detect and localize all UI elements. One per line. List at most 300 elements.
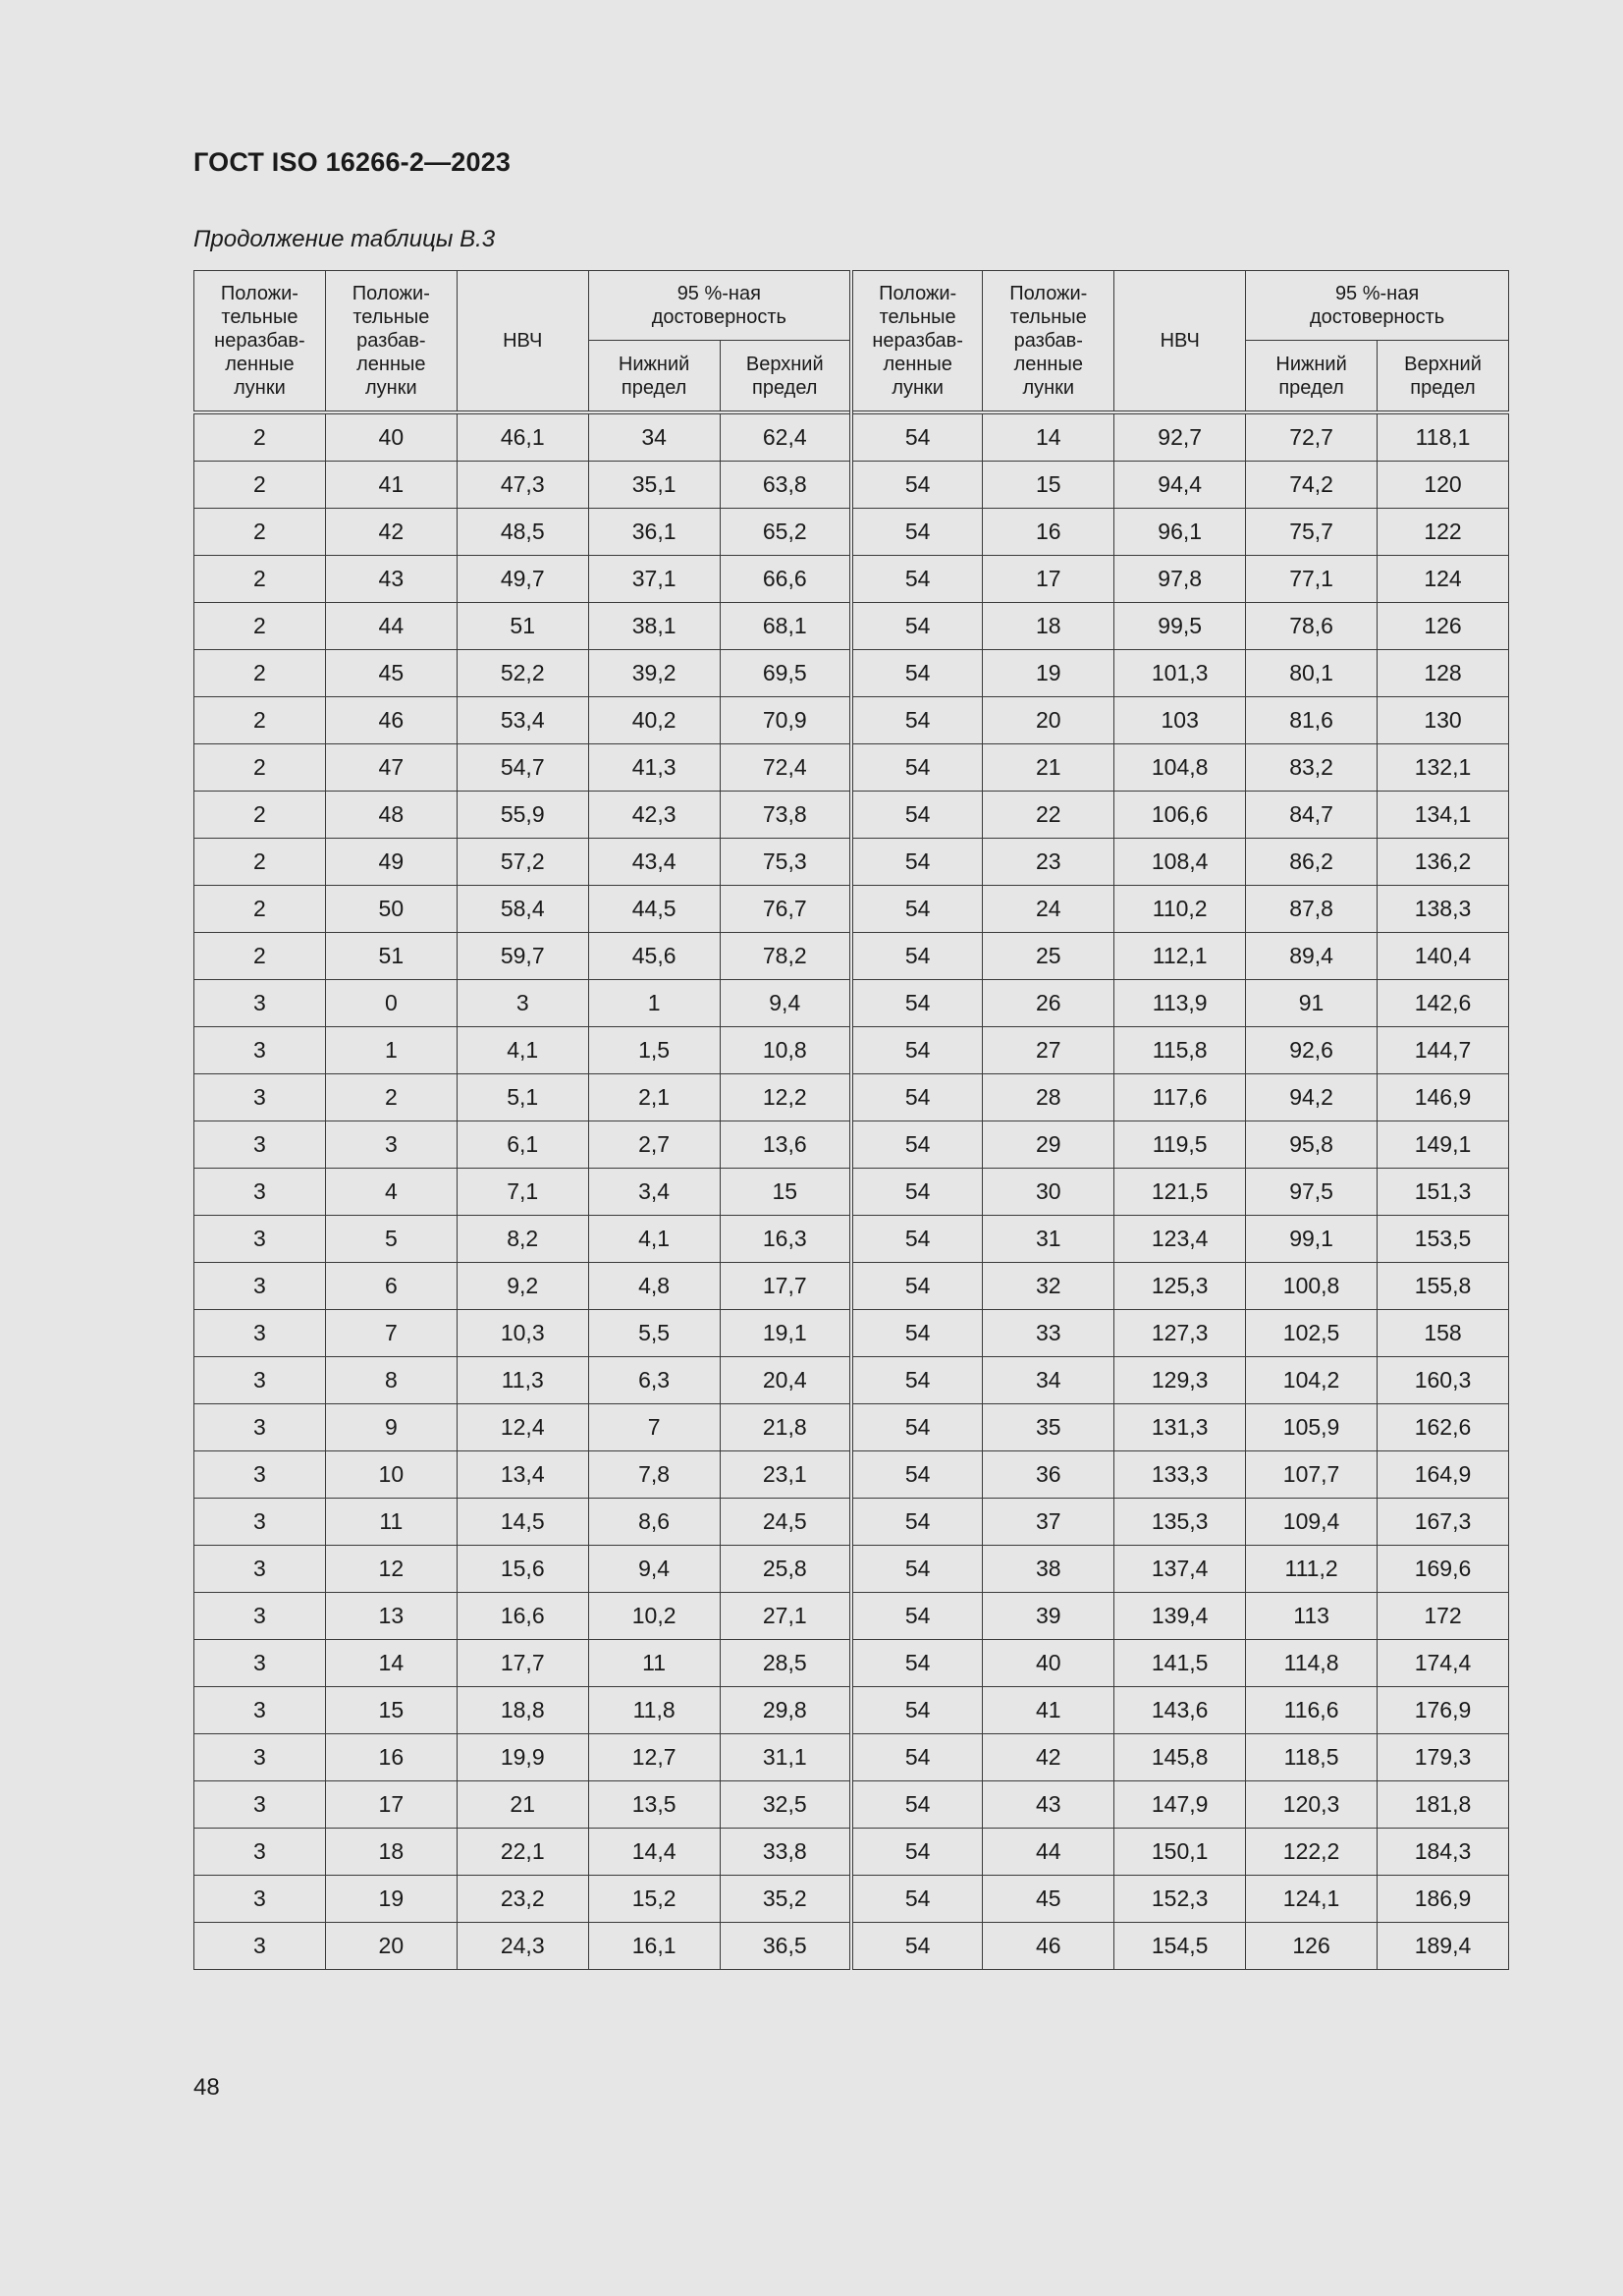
table-cell: 54 (851, 509, 983, 556)
table-cell: 104,2 (1246, 1357, 1378, 1404)
header-lower-limit: Нижний предел (588, 341, 720, 413)
table-cell: 54 (851, 839, 983, 886)
header-upper-limit: Верхний предел (720, 341, 851, 413)
table-cell: 94,2 (1246, 1074, 1378, 1121)
table-cell: 0 (325, 980, 457, 1027)
table-cell: 54 (851, 1169, 983, 1216)
table-cell: 76,7 (720, 886, 851, 933)
page-number: 48 (193, 2074, 220, 2101)
table-cell: 11 (325, 1499, 457, 1546)
table-row (194, 1451, 1509, 1499)
table-caption: Продолжение таблицы В.3 (193, 226, 496, 252)
table-cell: 1 (325, 1027, 457, 1074)
table-cell: 3 (194, 1074, 326, 1121)
table-cell: 136,2 (1378, 839, 1509, 886)
table-cell: 19,9 (457, 1734, 588, 1781)
table-cell: 89,4 (1246, 933, 1378, 980)
table-cell: 102,5 (1246, 1310, 1378, 1357)
table-cell: 99,5 (1114, 603, 1246, 650)
table-cell: 44 (983, 1829, 1114, 1876)
table-cell: 33 (983, 1310, 1114, 1357)
table-cell: 96,1 (1114, 509, 1246, 556)
table-cell: 54 (851, 1923, 983, 1970)
table-row (194, 1310, 1509, 1357)
table-cell: 9,4 (588, 1546, 720, 1593)
table-cell: 32 (983, 1263, 1114, 1310)
table-cell: 13,6 (720, 1121, 851, 1169)
table-cell: 66,6 (720, 556, 851, 603)
table-cell: 54 (851, 1357, 983, 1404)
table-row (194, 1169, 1509, 1216)
table-cell: 2,1 (588, 1074, 720, 1121)
table-cell: 6,1 (457, 1121, 588, 1169)
table-cell: 3 (194, 1404, 326, 1451)
table-cell: 80,1 (1246, 650, 1378, 697)
table-cell: 3 (194, 1640, 326, 1687)
table-cell: 21 (457, 1781, 588, 1829)
table-cell: 54 (851, 556, 983, 603)
table-cell: 123,4 (1114, 1216, 1246, 1263)
table-cell: 13 (325, 1593, 457, 1640)
table-cell: 146,9 (1378, 1074, 1509, 1121)
table-cell: 15 (325, 1687, 457, 1734)
table-cell: 32,5 (720, 1781, 851, 1829)
table-row (194, 650, 1509, 697)
table-cell: 27 (983, 1027, 1114, 1074)
table-cell: 91 (1246, 980, 1378, 1027)
table-cell: 3 (194, 1263, 326, 1310)
table-cell: 2 (325, 1074, 457, 1121)
table-cell: 154,5 (1114, 1923, 1246, 1970)
table-cell: 160,3 (1378, 1357, 1509, 1404)
table-cell: 92,7 (1114, 412, 1246, 462)
table-cell: 50 (325, 886, 457, 933)
table-cell: 25,8 (720, 1546, 851, 1593)
table-cell: 137,4 (1114, 1546, 1246, 1593)
table-cell: 63,8 (720, 462, 851, 509)
table-cell: 106,6 (1114, 792, 1246, 839)
table-cell: 19 (983, 650, 1114, 697)
table-cell: 2 (194, 886, 326, 933)
table-cell: 15 (720, 1169, 851, 1216)
table-cell: 2 (194, 697, 326, 744)
table-cell: 43 (325, 556, 457, 603)
table-cell: 39 (983, 1593, 1114, 1640)
table-cell: 115,8 (1114, 1027, 1246, 1074)
table-cell: 8,6 (588, 1499, 720, 1546)
table-row (194, 1263, 1509, 1310)
table-cell: 17 (325, 1781, 457, 1829)
table-cell: 49,7 (457, 556, 588, 603)
table-cell: 186,9 (1378, 1876, 1509, 1923)
table-cell: 164,9 (1378, 1451, 1509, 1499)
table-cell: 42 (983, 1734, 1114, 1781)
table-cell: 48,5 (457, 509, 588, 556)
table-cell: 128 (1378, 650, 1509, 697)
table-cell: 48 (325, 792, 457, 839)
table-cell: 167,3 (1378, 1499, 1509, 1546)
table-cell: 121,5 (1114, 1169, 1246, 1216)
table-cell: 29,8 (720, 1687, 851, 1734)
table-cell: 54 (851, 1781, 983, 1829)
table-cell: 2 (194, 933, 326, 980)
table-cell: 10,8 (720, 1027, 851, 1074)
table-cell: 59,7 (457, 933, 588, 980)
table-cell: 3 (194, 1216, 326, 1263)
table-cell: 15 (983, 462, 1114, 509)
table-cell: 94,4 (1114, 462, 1246, 509)
table-cell: 3 (194, 1027, 326, 1074)
header-confidence: 95 %-ная достоверность (588, 271, 851, 341)
table-cell: 84,7 (1246, 792, 1378, 839)
table-cell: 184,3 (1378, 1829, 1509, 1876)
table-cell: 24,5 (720, 1499, 851, 1546)
table-row (194, 1499, 1509, 1546)
table-cell: 11 (588, 1640, 720, 1687)
table-cell: 19 (325, 1876, 457, 1923)
table-cell: 139,4 (1114, 1593, 1246, 1640)
table-cell: 142,6 (1378, 980, 1509, 1027)
table-cell: 54 (851, 744, 983, 792)
table-cell: 2 (194, 509, 326, 556)
table-cell: 3 (194, 1829, 326, 1876)
table-cell: 54 (851, 1121, 983, 1169)
table-cell: 18 (983, 603, 1114, 650)
table-cell: 7,8 (588, 1451, 720, 1499)
table-cell: 172 (1378, 1593, 1509, 1640)
table-row (194, 556, 1509, 603)
table-row (194, 603, 1509, 650)
table-cell: 22 (983, 792, 1114, 839)
table-cell: 4,1 (457, 1027, 588, 1074)
table-cell: 155,8 (1378, 1263, 1509, 1310)
table-cell: 31 (983, 1216, 1114, 1263)
table-cell: 36 (983, 1451, 1114, 1499)
table-cell: 54 (851, 650, 983, 697)
table-row (194, 1593, 1509, 1640)
table-cell: 3 (194, 1499, 326, 1546)
table-cell: 14 (983, 412, 1114, 462)
table-cell: 131,3 (1114, 1404, 1246, 1451)
table-cell: 3 (194, 1121, 326, 1169)
table-row (194, 1216, 1509, 1263)
table-cell: 3 (194, 1593, 326, 1640)
table-cell: 2 (194, 412, 326, 462)
table-cell: 54 (851, 1876, 983, 1923)
table-cell: 6 (325, 1263, 457, 1310)
table-cell: 138,3 (1378, 886, 1509, 933)
table-cell: 86,2 (1246, 839, 1378, 886)
table-cell: 4,1 (588, 1216, 720, 1263)
table-cell: 109,4 (1246, 1499, 1378, 1546)
table-cell: 17 (983, 556, 1114, 603)
table-cell: 45,6 (588, 933, 720, 980)
table-cell: 101,3 (1114, 650, 1246, 697)
table-cell: 21 (983, 744, 1114, 792)
table-cell: 69,5 (720, 650, 851, 697)
table-row (194, 1640, 1509, 1687)
table-cell: 4,8 (588, 1263, 720, 1310)
table-cell: 54 (851, 1404, 983, 1451)
table-cell: 3 (194, 1451, 326, 1499)
table-cell: 10,3 (457, 1310, 588, 1357)
table-cell: 144,7 (1378, 1027, 1509, 1074)
table-cell: 54 (851, 1734, 983, 1781)
table-cell: 117,6 (1114, 1074, 1246, 1121)
table-cell: 8 (325, 1357, 457, 1404)
table-cell: 130 (1378, 697, 1509, 744)
table-cell: 26 (983, 980, 1114, 1027)
table-cell: 46 (983, 1923, 1114, 1970)
table-cell: 14,5 (457, 1499, 588, 1546)
table-cell: 54 (851, 1829, 983, 1876)
table-cell: 45 (325, 650, 457, 697)
table-cell: 47 (325, 744, 457, 792)
table-cell: 51 (325, 933, 457, 980)
table-cell: 53,4 (457, 697, 588, 744)
table-row (194, 1734, 1509, 1781)
table-cell: 41,3 (588, 744, 720, 792)
table-cell: 20,4 (720, 1357, 851, 1404)
table-cell: 74,2 (1246, 462, 1378, 509)
header-mpn: НВЧ (1114, 271, 1246, 413)
table-cell: 87,8 (1246, 886, 1378, 933)
table-cell: 54 (851, 933, 983, 980)
table-row (194, 462, 1509, 509)
table-cell: 21,8 (720, 1404, 851, 1451)
table-cell: 12,2 (720, 1074, 851, 1121)
table-cell: 47,3 (457, 462, 588, 509)
table-cell: 43,4 (588, 839, 720, 886)
table-cell: 122 (1378, 509, 1509, 556)
table-cell: 54 (851, 792, 983, 839)
table-cell: 54 (851, 1310, 983, 1357)
table-cell: 135,3 (1114, 1499, 1246, 1546)
table-cell: 54 (851, 980, 983, 1027)
table-cell: 162,6 (1378, 1404, 1509, 1451)
table-cell: 23,2 (457, 1876, 588, 1923)
table-cell: 1,5 (588, 1027, 720, 1074)
table-cell: 41 (325, 462, 457, 509)
table-cell: 143,6 (1114, 1687, 1246, 1734)
table-cell: 14,4 (588, 1829, 720, 1876)
table-cell: 75,7 (1246, 509, 1378, 556)
table-cell: 1 (588, 980, 720, 1027)
table-cell: 41 (983, 1687, 1114, 1734)
table-cell: 42,3 (588, 792, 720, 839)
table-cell: 140,4 (1378, 933, 1509, 980)
table-cell: 13,4 (457, 1451, 588, 1499)
table-cell: 118,5 (1246, 1734, 1378, 1781)
header-pos-undiluted: Положи- тельные неразбав- ленные лунки (851, 271, 983, 413)
table-cell: 3 (194, 1169, 326, 1216)
table-cell: 122,2 (1246, 1829, 1378, 1876)
header-upper-limit: Верхний предел (1378, 341, 1509, 413)
table-cell: 37 (983, 1499, 1114, 1546)
table-cell: 54 (851, 603, 983, 650)
table-cell: 54 (851, 1640, 983, 1687)
table-cell: 44 (325, 603, 457, 650)
table-cell: 12,7 (588, 1734, 720, 1781)
table-row (194, 1829, 1509, 1876)
table-cell: 35 (983, 1404, 1114, 1451)
table-cell: 11,3 (457, 1357, 588, 1404)
table-cell: 10,2 (588, 1593, 720, 1640)
table-cell: 24 (983, 886, 1114, 933)
table-cell: 6,3 (588, 1357, 720, 1404)
table-row (194, 792, 1509, 839)
table-cell: 2 (194, 744, 326, 792)
table-cell: 3 (194, 980, 326, 1027)
table-cell: 97,5 (1246, 1169, 1378, 1216)
table-cell: 73,8 (720, 792, 851, 839)
table-cell: 2 (194, 839, 326, 886)
table-cell: 8,2 (457, 1216, 588, 1263)
table-cell: 169,6 (1378, 1546, 1509, 1593)
table-cell: 158 (1378, 1310, 1509, 1357)
table-row (194, 744, 1509, 792)
table-cell: 23 (983, 839, 1114, 886)
table-cell: 116,6 (1246, 1687, 1378, 1734)
table-cell: 19,1 (720, 1310, 851, 1357)
table-cell: 9,2 (457, 1263, 588, 1310)
table-cell: 44,5 (588, 886, 720, 933)
table-cell: 65,2 (720, 509, 851, 556)
table-cell: 13,5 (588, 1781, 720, 1829)
table-cell: 16,1 (588, 1923, 720, 1970)
table-row (194, 697, 1509, 744)
table-cell: 38,1 (588, 603, 720, 650)
table-cell: 5,5 (588, 1310, 720, 1357)
table-cell: 9,4 (720, 980, 851, 1027)
table-cell: 54 (851, 1074, 983, 1121)
table-cell: 120 (1378, 462, 1509, 509)
table-cell: 83,2 (1246, 744, 1378, 792)
table-cell: 7 (325, 1310, 457, 1357)
table-cell: 55,9 (457, 792, 588, 839)
table-row (194, 1923, 1509, 1970)
table-cell: 54 (851, 1216, 983, 1263)
table-cell: 20 (325, 1923, 457, 1970)
table-row (194, 412, 1509, 462)
table-cell: 132,1 (1378, 744, 1509, 792)
table-cell: 10 (325, 1451, 457, 1499)
table-row (194, 509, 1509, 556)
header-lower-limit: Нижний предел (1246, 341, 1378, 413)
table-cell: 2 (194, 650, 326, 697)
table-cell: 3 (194, 1734, 326, 1781)
table-cell: 151,3 (1378, 1169, 1509, 1216)
table-cell: 2 (194, 556, 326, 603)
table-cell: 34 (588, 412, 720, 462)
table-cell: 24,3 (457, 1923, 588, 1970)
table-row (194, 886, 1509, 933)
table-cell: 3,4 (588, 1169, 720, 1216)
table-cell: 181,8 (1378, 1781, 1509, 1829)
table-cell: 7 (588, 1404, 720, 1451)
table-cell: 40 (983, 1640, 1114, 1687)
table-cell: 107,7 (1246, 1451, 1378, 1499)
table-cell: 36,1 (588, 509, 720, 556)
table-cell: 2 (194, 462, 326, 509)
table-cell: 95,8 (1246, 1121, 1378, 1169)
table-cell: 112,1 (1114, 933, 1246, 980)
table-cell: 28,5 (720, 1640, 851, 1687)
table-cell: 25 (983, 933, 1114, 980)
table-cell: 40 (325, 412, 457, 462)
table-cell: 30 (983, 1169, 1114, 1216)
table-cell: 124,1 (1246, 1876, 1378, 1923)
table-cell: 43 (983, 1781, 1114, 1829)
table-cell: 62,4 (720, 412, 851, 462)
table-cell: 5,1 (457, 1074, 588, 1121)
table-cell: 16 (983, 509, 1114, 556)
table-cell: 17,7 (457, 1640, 588, 1687)
table-cell: 3 (194, 1781, 326, 1829)
table-cell: 110,2 (1114, 886, 1246, 933)
table-cell: 57,2 (457, 839, 588, 886)
table-cell: 22,1 (457, 1829, 588, 1876)
table-cell: 125,3 (1114, 1263, 1246, 1310)
table-cell: 54 (851, 1687, 983, 1734)
table-cell: 145,8 (1114, 1734, 1246, 1781)
table-cell: 12,4 (457, 1404, 588, 1451)
table-cell: 15,2 (588, 1876, 720, 1923)
table-cell: 92,6 (1246, 1027, 1378, 1074)
table-cell: 39,2 (588, 650, 720, 697)
table-cell: 97,8 (1114, 556, 1246, 603)
table-row (194, 1781, 1509, 1829)
table-cell: 54 (851, 462, 983, 509)
table-row (194, 1074, 1509, 1121)
table-cell: 126 (1378, 603, 1509, 650)
table-cell: 147,9 (1114, 1781, 1246, 1829)
header-mpn: НВЧ (457, 271, 588, 413)
table-cell: 3 (194, 1310, 326, 1357)
table-cell: 49 (325, 839, 457, 886)
table-cell: 3 (194, 1923, 326, 1970)
table-cell: 174,4 (1378, 1640, 1509, 1687)
table-cell: 68,1 (720, 603, 851, 650)
table-cell: 15,6 (457, 1546, 588, 1593)
table-cell: 70,9 (720, 697, 851, 744)
table-cell: 54 (851, 1263, 983, 1310)
table-cell: 2 (194, 603, 326, 650)
table-cell: 113 (1246, 1593, 1378, 1640)
table-cell: 28 (983, 1074, 1114, 1121)
table-cell: 35,2 (720, 1876, 851, 1923)
table-cell: 133,3 (1114, 1451, 1246, 1499)
table-row (194, 980, 1509, 1027)
table-cell: 54 (851, 886, 983, 933)
table-cell: 149,1 (1378, 1121, 1509, 1169)
table-cell: 54 (851, 1499, 983, 1546)
table-cell: 150,1 (1114, 1829, 1246, 1876)
table-cell: 3 (194, 1876, 326, 1923)
table-cell: 152,3 (1114, 1876, 1246, 1923)
table-cell: 40,2 (588, 697, 720, 744)
table-cell: 54 (851, 412, 983, 462)
table-cell: 14 (325, 1640, 457, 1687)
table-cell: 35,1 (588, 462, 720, 509)
table-cell: 33,8 (720, 1829, 851, 1876)
table-cell: 31,1 (720, 1734, 851, 1781)
table-cell: 75,3 (720, 839, 851, 886)
table-cell: 72,4 (720, 744, 851, 792)
table-cell: 29 (983, 1121, 1114, 1169)
table-cell: 5 (325, 1216, 457, 1263)
table-cell: 78,6 (1246, 603, 1378, 650)
